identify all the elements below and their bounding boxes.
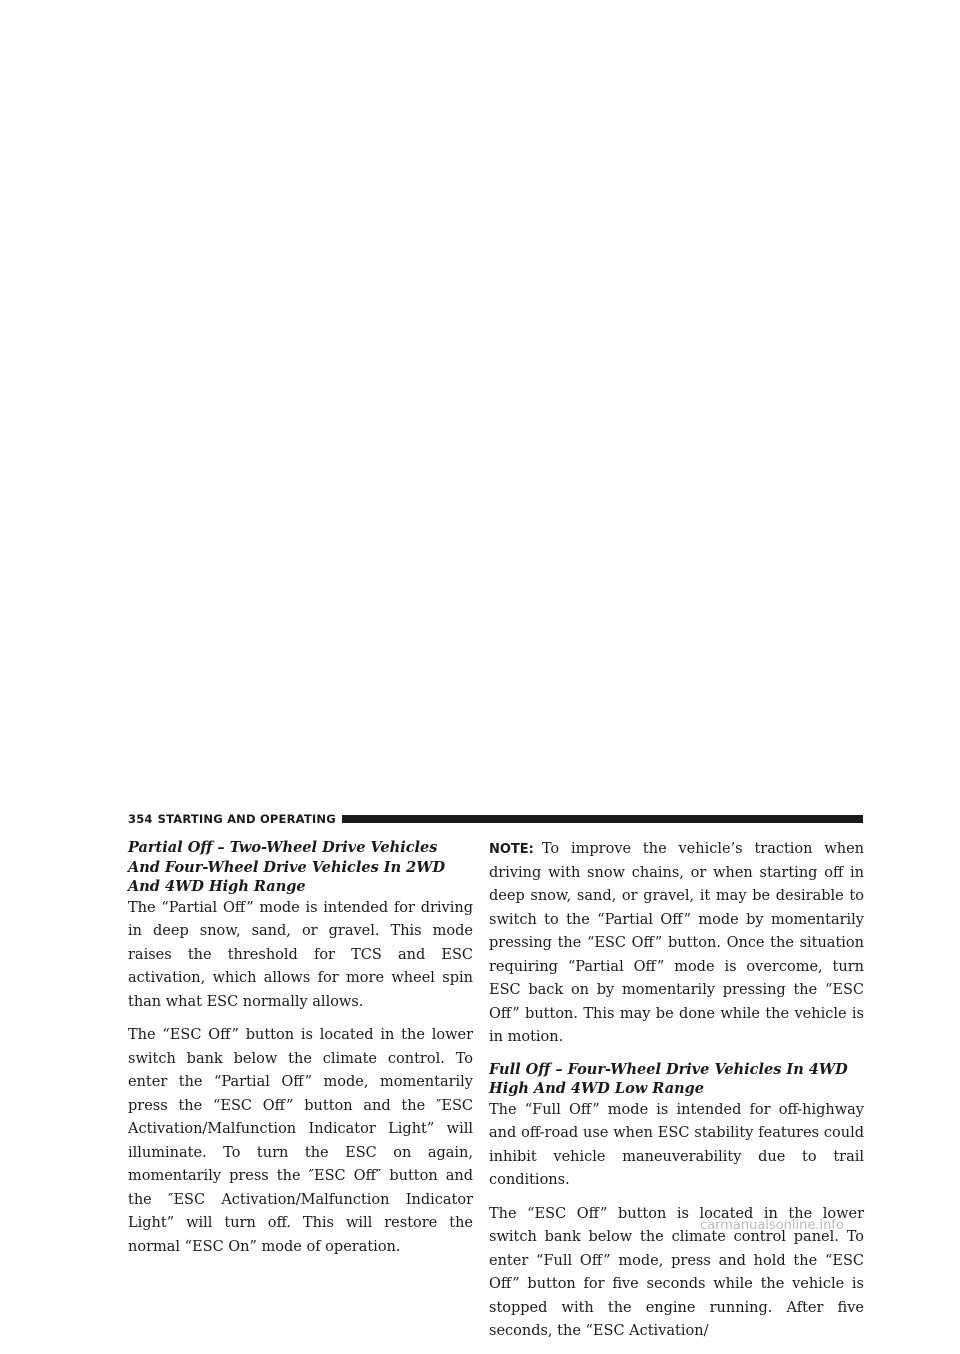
note-paragraph bbox=[489, 838, 864, 1050]
partial-off-heading: Partial Off – Two-Wheel Drive Vehicles And Four-Wheel Drive Vehicles In 2WD And 4WD High Range bbox=[128, 839, 446, 895]
header-rule bbox=[342, 815, 863, 823]
full-off-paragraph-1: The “Full Off” mode is intended for off-highway and off-road use when ESC stability features could inhibit vehicle maneuverability due to trail conditions. bbox=[489, 1101, 864, 1188]
partial-off-paragraph-2: The “ESC Off” button is located in the lower switch bank below the climate control. To enter the “Partial Off” mode, momentarily press the “ESC Off” button and the ″ESC Activation/Malfunction Indicator Light” will illuminate. To turn the ESC on again, momentarily press the ″ESC Off″ button and the ″ESC Activation/Malfunction Indicator Light” will turn off. This will restore the normal “ESC On” mode of operation. bbox=[128, 1027, 473, 1255]
note-label: NOTE: bbox=[489, 842, 534, 857]
page-number: 354 bbox=[128, 812, 153, 826]
note-text: To improve the vehicle’s traction when driving with snow chains, or when starting off in deep snow, sand, or gravel, it may be desirable to switch to the “Partial Off” mode by momentarily pressing the “ESC Off” button. Once the situation requiring “Partial Off” mode is overcome, turn ESC back on by momentarily pressing the “ESC Off” button. This may be done while the vehicle is in motion. bbox=[489, 841, 864, 1045]
full-off-paragraph-2: The “ESC Off” button is located in the lower switch bank below the climate control panel. To enter “Full Off” mode, press and hold the “ESC Off” button for five seconds while the vehicle is stopped with the engine running. After five seconds, the “ESC Activation/ bbox=[489, 1205, 864, 1339]
watermark: carmanualsonline.info bbox=[700, 1218, 844, 1233]
right-column bbox=[489, 838, 864, 1354]
page-header bbox=[128, 812, 863, 826]
left-column bbox=[128, 838, 473, 1269]
partial-off-paragraph-1: The “Partial Off” mode is intended for driving in deep snow, sand, or gravel. This mode raises the threshold for TCS and ESC activation, which allows for more wheel spin than what ESC normally allows. bbox=[128, 899, 473, 1010]
section-title: STARTING AND OPERATING bbox=[157, 812, 336, 826]
full-off-heading: Full Off – Four-Wheel Drive Vehicles In 4WD High And 4WD Low Range bbox=[489, 1060, 848, 1097]
